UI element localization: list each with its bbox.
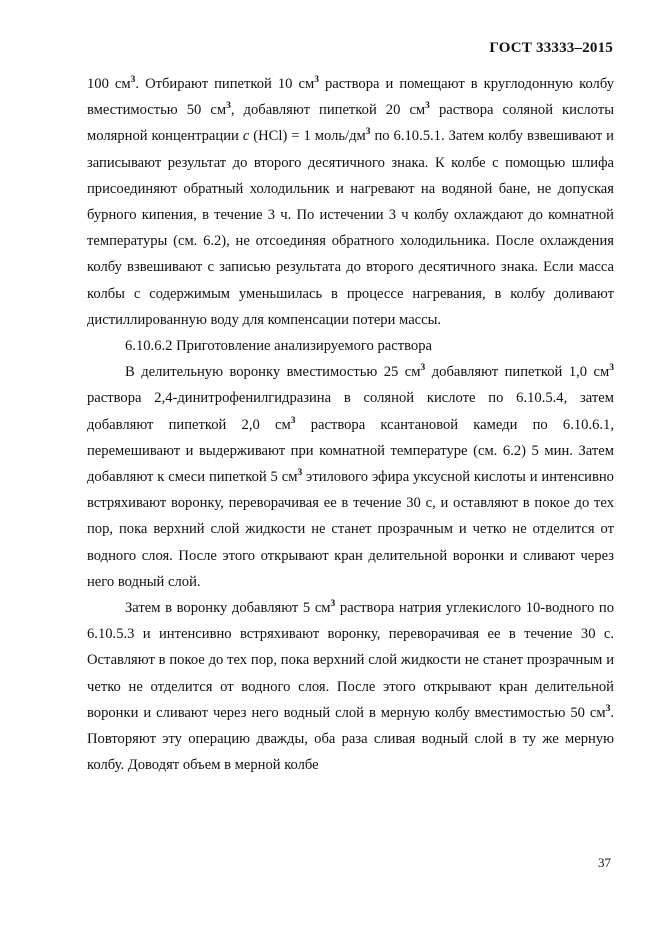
- italic-symbol: с: [242, 128, 250, 145]
- page-number: 37: [598, 855, 611, 870]
- superscript: 3: [425, 101, 430, 112]
- text-segment: раствора натрия углекислого 10-водного по 6.10.5.3 и интенсивно встряхивают воронку, переворачивая ее в течение 30 с. Оставляют в покое до тех пор, пока верхний слой жидкости не станет прозрачным и четко не отделится от водного слоя. После этого открывают кран делительной воронки и сливают через него водный слой в мерную колбу вместимостью 50 см: [87, 600, 614, 721]
- text-segment: раствора ксантановой камеди по 6.10.6.1, перемешивают и выдерживают при комнатной температуре (см. 6.2) 5 мин. Затем добавляют к смеси пипеткой 5 см: [87, 416, 615, 486]
- text-segment: 6.10.6.2 Приготовление анализируемого раствора: [125, 338, 432, 355]
- text-segment: добавляют пипеткой 1,0 см: [425, 364, 610, 381]
- superscript: 3: [226, 101, 231, 112]
- text-segment: В делительную воронку вместимостью 25 см: [125, 364, 421, 381]
- text-segment: раствора 2,4-динитрофенилгидразина в соляной кислоте по 6.10.5.4, затем добавляют пипеткой 2,0 см: [87, 390, 614, 433]
- text-segment: . Отбирают пипеткой 10 см: [135, 76, 315, 92]
- standard-header: ГОСТ 33333–2015: [489, 40, 613, 56]
- text-segment: . Повторяют эту операцию дважды, оба раза сливая водный слой в ту же мерную колбу. Доводят объем в мерной колбе: [87, 704, 614, 774]
- superscript: 3: [297, 468, 303, 479]
- text-segment: , добавляют пипеткой 20 см: [230, 102, 426, 119]
- superscript: 3: [365, 127, 371, 138]
- superscript: 3: [330, 599, 336, 610]
- document-body: [87, 71, 614, 778]
- superscript: 3: [130, 75, 136, 86]
- paragraph-p4: [87, 595, 614, 778]
- text-segment: по 6.10.5.1. Затем колбу взвешивают и записывают результат до второго десятичного знака. К колбе с помощью шлифа присоединяют обратный холодильник и нагревают на водяной бане, не допуская бурного кипения, в течение 3 ч. По истечении 3 ч колбу охлаждают до комнатной температуры (см. 6.2), не отсоединяя обратного холодильника. После охлаждения колбу взвешивают с записью результата до второго десятичного знака. Если масса колбы с содержимым уменьшилась в процессе нагревания, в колбу доливают дистиллированную воду для компенсации потери массы.: [87, 128, 614, 328]
- superscript: 3: [605, 704, 611, 715]
- text-segment: Затем в воронку добавляют 5 см: [125, 600, 331, 617]
- text-segment: раствора соляной кислоты молярной концентрации: [87, 102, 615, 145]
- superscript: 3: [420, 363, 426, 374]
- paragraph-p1: [87, 71, 614, 333]
- superscript: 3: [609, 363, 614, 374]
- superscript: 3: [314, 75, 319, 86]
- text-segment: раствора и помещают в круглодонную колбу вместимостью 50 см: [87, 76, 615, 119]
- text-segment: (HCl) = 1 моль/дм: [249, 128, 366, 145]
- text-segment: 100 см: [87, 76, 131, 92]
- text-segment: этилового эфира уксусной кислоты и интенсивно встряхивают воронку, переворачивая ее в течение 30 с, и оставляют в покое до тех пор, пока верхний слой жидкости не станет прозрачным и четко не отделится от водного слоя. После этого открывают кран делительной воронки и сливают через него водный слой.: [87, 469, 614, 590]
- paragraph-p3: [87, 359, 614, 595]
- superscript: 3: [290, 415, 296, 426]
- paragraph-p2: [87, 333, 614, 359]
